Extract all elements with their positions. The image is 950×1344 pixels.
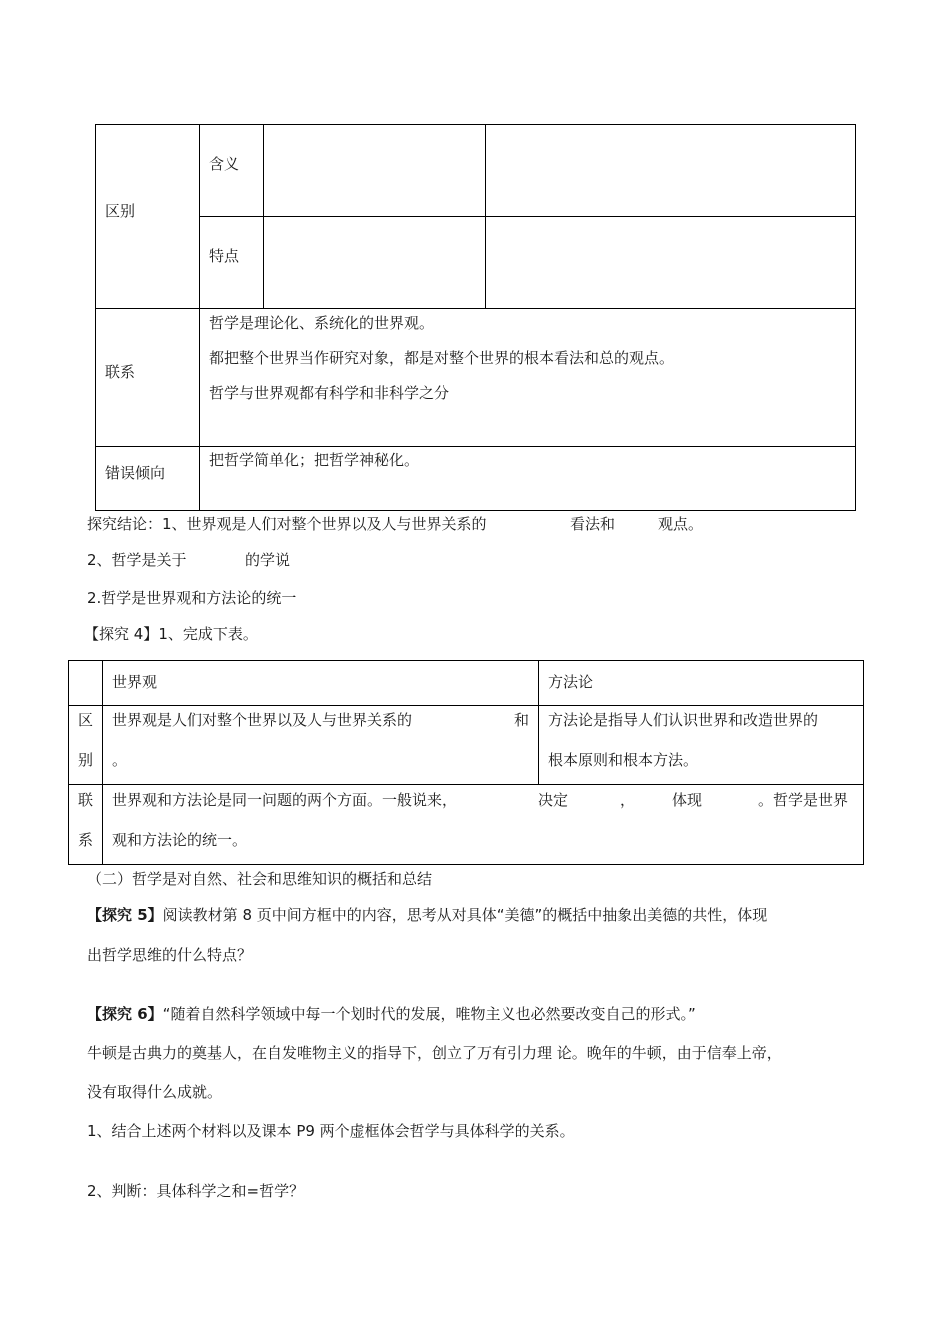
section-heading: 2.哲学是世界观和方法论的统一 <box>87 589 297 607</box>
explore6-line3: 没有取得什么成就。 <box>87 1083 223 1101</box>
table-divider <box>199 124 200 511</box>
table-border <box>863 660 864 865</box>
explore5-label: 【探究 5】 <box>87 906 163 924</box>
table-border <box>95 510 856 511</box>
row-label-qubie: 区别 <box>105 202 136 220</box>
explore6-label: 【探究 6】 <box>87 1005 163 1023</box>
table-divider <box>199 216 855 217</box>
lianxi-line: 哲学与世界观都有科学和非科学之分 <box>209 384 450 402</box>
lianxi-line: 哲学是理论化、系统化的世界观。 <box>209 314 435 332</box>
row-label-xi: 系 <box>78 831 94 849</box>
table-divider <box>538 660 539 785</box>
table-border <box>95 124 96 511</box>
header-fangfalun: 方法论 <box>548 673 594 691</box>
shijieguan-text: 世界观是人们对整个世界以及人与世界关系的 <box>112 711 413 729</box>
table-border <box>68 864 864 865</box>
section-heading: （二）哲学是对自然、社会和思维知识的概括和总结 <box>87 870 433 888</box>
explore5-line2: 出哲学思维的什么特点？ <box>87 946 253 964</box>
lianxi-text: 观和方法论的统一。 <box>112 831 248 849</box>
lianxi-line: 都把整个世界当作研究对象，都是对整个世界的根本看法和总的观点。 <box>209 349 675 367</box>
row-label-qu: 区 <box>78 711 94 729</box>
conclusion-line1-a: 探究结论：1、世界观是人们对整个世界以及人与世界关系的 <box>87 515 487 533</box>
row-label-bie: 别 <box>78 751 94 769</box>
row-label-lianxi: 联系 <box>105 363 136 381</box>
explore4-text: 1、完成下表。 <box>158 625 258 643</box>
header-shijieguan: 世界观 <box>112 673 158 691</box>
table-border <box>855 124 856 511</box>
table-border <box>68 660 864 661</box>
comparison-table-1 <box>95 124 856 511</box>
explore5-line1 <box>87 905 767 925</box>
table-border <box>68 660 69 865</box>
conclusion-line2-b: 的学说 <box>245 551 291 569</box>
cuowu-text: 把哲学简单化；把哲学神秘化。 <box>209 451 420 469</box>
fangfalun-text: 方法论是指导人们认识世界和改造世界的 <box>548 711 819 729</box>
row-label-tedian: 特点 <box>209 247 240 265</box>
lianxi-text: ， <box>620 791 636 809</box>
explore4-label: 【探究 4】 <box>84 625 159 643</box>
table-divider <box>68 705 864 706</box>
table-divider <box>102 660 103 865</box>
table-divider <box>95 308 856 309</box>
lianxi-text: 。哲学是世界 <box>758 791 849 809</box>
row-label-hanyi: 含义 <box>209 155 240 173</box>
explore6-line2: 牛顿是古典力的奠基人，在自发唯物主义的指导下，创立了万有引力理 论。晚年的牛顿，由于信奉上帝， <box>87 1044 782 1062</box>
conclusion-line1-b: 看法和 <box>570 515 616 533</box>
fangfalun-text: 根本原则和根本方法。 <box>548 751 699 769</box>
question-1: 1、结合上述两个材料以及课本 P9 两个虚框体会哲学与具体科学的关系。 <box>87 1122 575 1140</box>
shijieguan-he: 和 <box>514 711 530 729</box>
table-divider <box>68 784 864 785</box>
table-divider <box>95 446 856 447</box>
shijieguan-end: 。 <box>112 751 128 769</box>
explore4-line <box>84 624 258 644</box>
lianxi-text: 世界观和方法论是同一问题的两个方面。一般说来， <box>112 791 458 809</box>
explore6-line1 <box>87 1004 696 1024</box>
explore5-text: 阅读教材第 8 页中间方框中的内容，思考从对具体“美德”的概括中抽象出美德的共性，体现 <box>162 906 768 924</box>
explore6-quote: “随着自然科学领域中每一个划时代的发展，唯物主义也必然要改变自己的形式。” <box>162 1005 696 1023</box>
table-border <box>95 124 856 125</box>
conclusion-line2-a: 2、哲学是关于 <box>87 551 187 569</box>
row-label-cuowu: 错误倾向 <box>105 464 166 482</box>
lianxi-text: 决定 <box>538 791 569 809</box>
row-label-lian: 联 <box>78 791 94 809</box>
conclusion-line1-c: 观点。 <box>658 515 704 533</box>
question-2: 2、判断：具体科学之和=哲学？ <box>87 1182 305 1200</box>
lianxi-text: 体现 <box>672 791 703 809</box>
comparison-table-2 <box>68 660 864 865</box>
